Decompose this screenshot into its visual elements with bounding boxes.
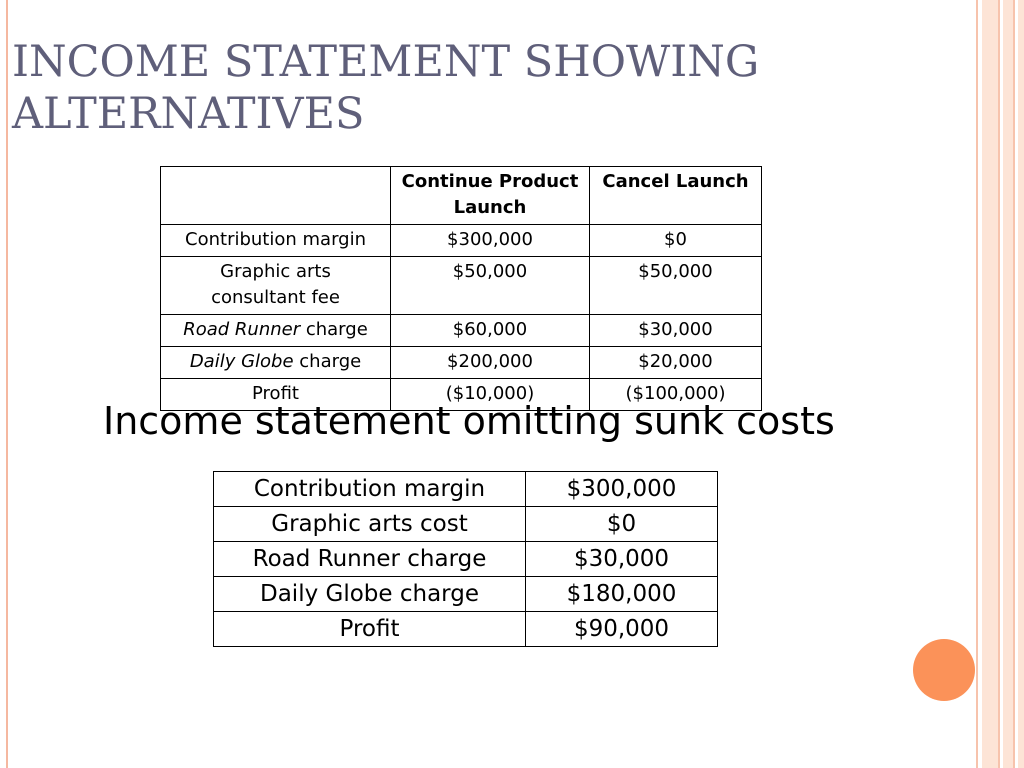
sunk-costs-heading: Income statement omitting sunk costs	[103, 399, 835, 443]
table-row	[161, 257, 762, 315]
row-label: Profit	[214, 612, 526, 647]
row-label: Contribution margin	[161, 225, 391, 257]
header-cell-continue: Continue Product Launch	[391, 167, 590, 225]
row-label: Daily Globe charge	[161, 347, 391, 379]
alternatives-table	[160, 166, 762, 411]
cancel-value: $30,000	[590, 315, 762, 347]
table-row	[161, 225, 762, 257]
row-value: $180,000	[526, 577, 718, 612]
table-header-row	[161, 167, 762, 225]
table-row	[214, 612, 718, 647]
slide-title: INCOME STATEMENT SHOWING ALTERNATIVES	[12, 37, 760, 139]
table-row	[214, 577, 718, 612]
row-label: Profit	[161, 379, 391, 411]
header-cell-empty	[161, 167, 391, 225]
row-label: Road Runner charge	[214, 542, 526, 577]
cancel-value: $20,000	[590, 347, 762, 379]
header-cell-cancel: Cancel Launch	[590, 167, 762, 225]
cancel-value: ($100,000)	[590, 379, 762, 411]
row-value: $300,000	[526, 472, 718, 507]
table-row	[214, 542, 718, 577]
row-label: Road Runner charge	[161, 315, 391, 347]
continue-value: $50,000	[391, 257, 590, 315]
row-label: Daily Globe charge	[214, 577, 526, 612]
left-border-stripe	[6, 0, 8, 768]
row-label: Graphic arts consultant fee	[161, 257, 391, 315]
table-row	[214, 507, 718, 542]
continue-value: $60,000	[391, 315, 590, 347]
table-row	[161, 315, 762, 347]
continue-value: $200,000	[391, 347, 590, 379]
continue-value: ($10,000)	[391, 379, 590, 411]
continue-value: $300,000	[391, 225, 590, 257]
decorative-circle	[913, 639, 975, 701]
cancel-value: $50,000	[590, 257, 762, 315]
row-value: $0	[526, 507, 718, 542]
row-label: Contribution margin	[214, 472, 526, 507]
row-value: $90,000	[526, 612, 718, 647]
table-row	[214, 472, 718, 507]
cancel-value: $0	[590, 225, 762, 257]
right-decorative-stripes	[976, 0, 1024, 768]
sunk-costs-table	[213, 471, 718, 647]
row-value: $30,000	[526, 542, 718, 577]
table-row	[161, 347, 762, 379]
row-label: Graphic arts cost	[214, 507, 526, 542]
